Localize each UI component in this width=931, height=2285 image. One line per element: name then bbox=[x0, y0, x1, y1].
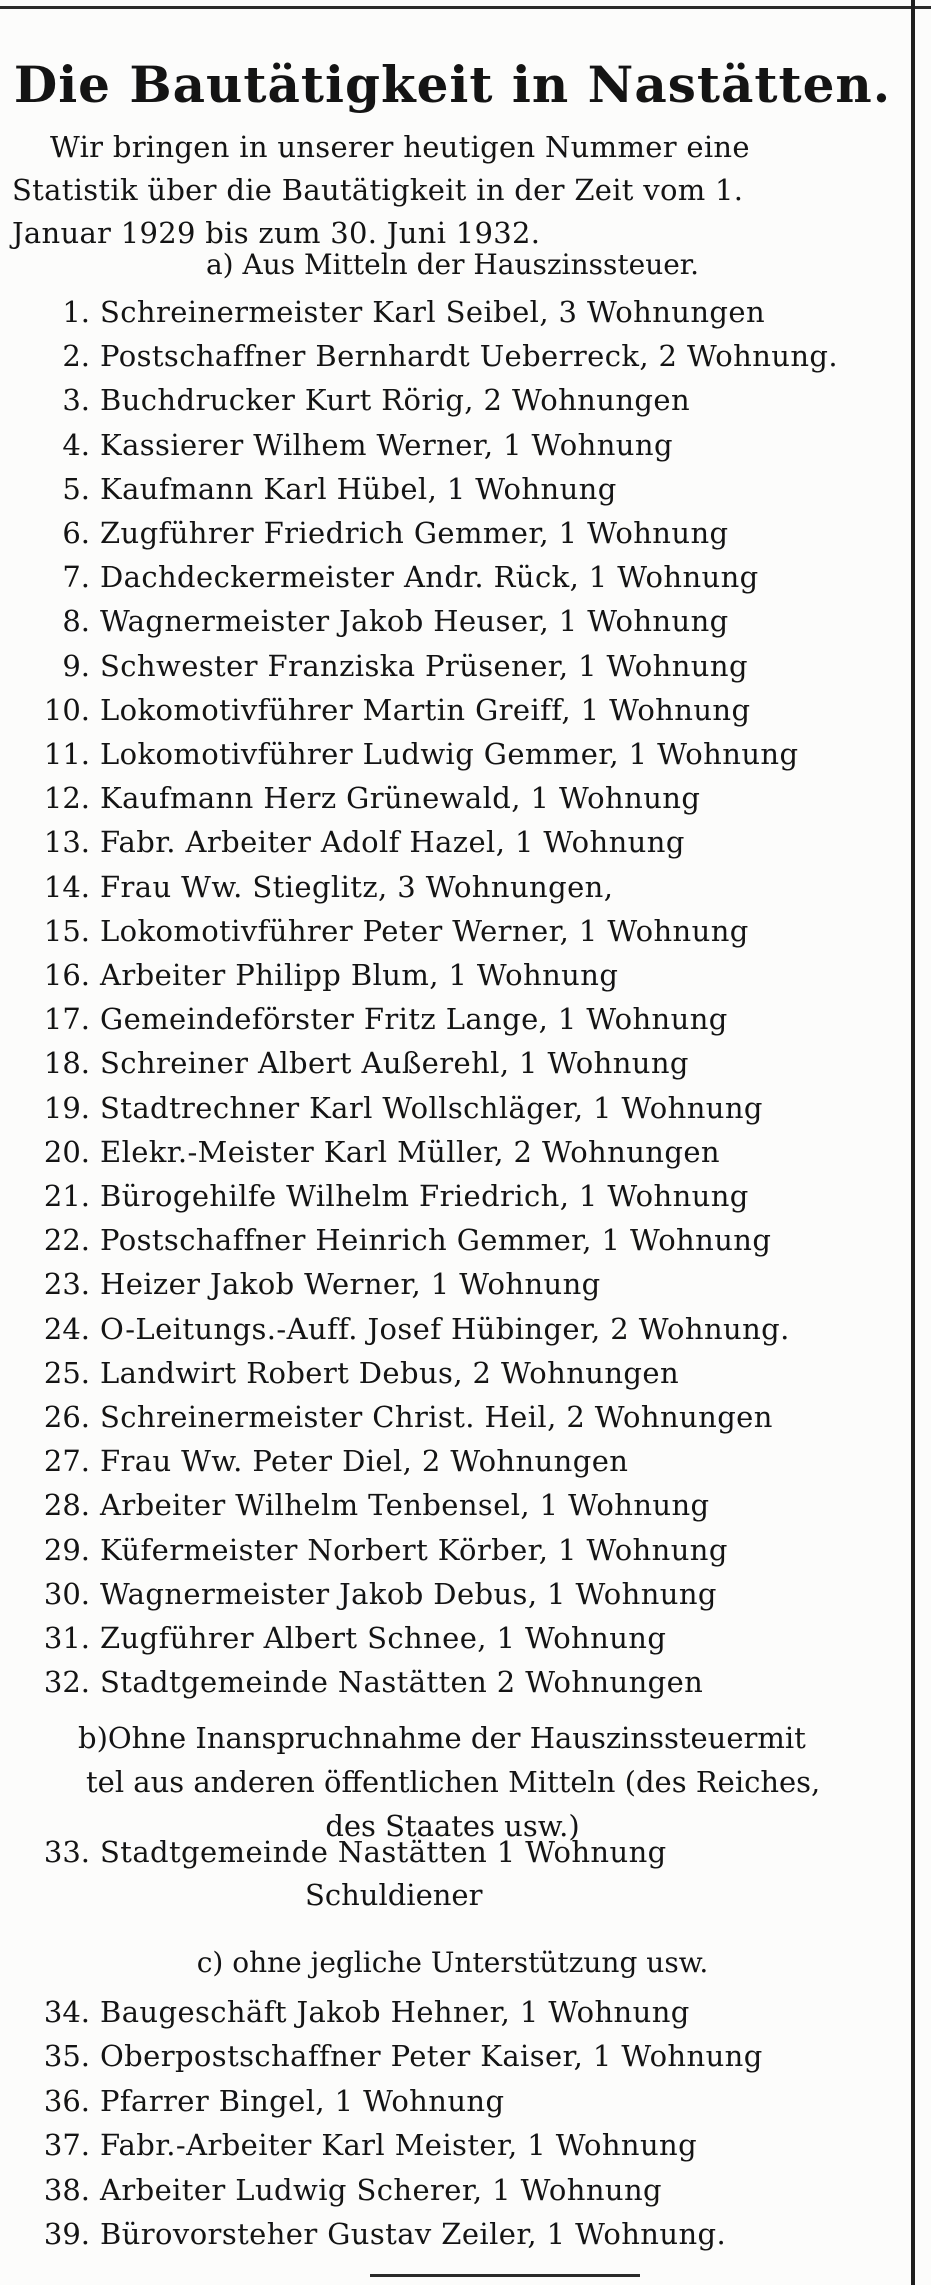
entry-text: O-Leitungs.-Auff. Josef Hübinger, 2 Wohnung. bbox=[100, 1312, 790, 1346]
list-item bbox=[0, 334, 905, 378]
list-item bbox=[0, 1660, 905, 1704]
entry-number: 29. bbox=[43, 1533, 90, 1567]
intro-line: Januar 1929 bis zum 30. Juni 1932. bbox=[12, 216, 541, 250]
list-item bbox=[0, 2079, 905, 2123]
entry-text: Baugeschäft Jakob Hehner, 1 Wohnung bbox=[100, 1995, 690, 2029]
entry-number: 20. bbox=[43, 1135, 90, 1169]
entry-number: 16. bbox=[43, 958, 90, 992]
entry-number: 35. bbox=[43, 2039, 90, 2073]
list-item bbox=[0, 1130, 905, 1174]
list-item bbox=[0, 1483, 905, 1527]
entry-number: 9. bbox=[62, 649, 90, 683]
list-item bbox=[0, 378, 905, 422]
entry-number: 5. bbox=[62, 472, 90, 506]
entry-number: 27. bbox=[43, 1444, 90, 1478]
column-rule bbox=[911, 0, 915, 2285]
entry-number: 28. bbox=[43, 1488, 90, 1522]
entry-text: Arbeiter Wilhelm Tenbensel, 1 Wohnung bbox=[100, 1488, 710, 1522]
entry-number: 13. bbox=[43, 825, 90, 859]
entry-number: 32. bbox=[43, 1665, 90, 1699]
list-item bbox=[0, 732, 905, 776]
section-b-line: des Staates usw.) bbox=[325, 1809, 580, 1843]
entry-text: Arbeiter Philipp Blum, 1 Wohnung bbox=[100, 958, 619, 992]
entry-text: Dachdeckermeister Andr. Rück, 1 Wohnung bbox=[100, 560, 759, 594]
entry-text: Kaufmann Karl Hübel, 1 Wohnung bbox=[100, 472, 617, 506]
end-rule bbox=[370, 2274, 640, 2277]
entry-text: Wagnermeister Jakob Heuser, 1 Wohnung bbox=[100, 604, 729, 638]
entry-number: 24. bbox=[43, 1312, 90, 1346]
entry-text: Elekr.-Meister Karl Müller, 2 Wohnungen bbox=[100, 1135, 720, 1169]
entry-number: 25. bbox=[43, 1356, 90, 1390]
list-item bbox=[0, 467, 905, 511]
list-item bbox=[0, 1616, 905, 1660]
entry-text: Lokomotivführer Ludwig Gemmer, 1 Wohnung bbox=[100, 737, 799, 771]
entry-text: Schwester Franziska Prüsener, 1 Wohnung bbox=[100, 649, 748, 683]
entry-text: Landwirt Robert Debus, 2 Wohnungen bbox=[100, 1356, 680, 1390]
list-item bbox=[0, 1528, 905, 1572]
list-item bbox=[0, 555, 905, 599]
list-item bbox=[0, 2034, 905, 2078]
entry-text: Gemeindeförster Fritz Lange, 1 Wohnung bbox=[100, 1002, 728, 1036]
entry-text: Stadtrechner Karl Wollschläger, 1 Wohnung bbox=[100, 1091, 763, 1125]
entry-text: Lokomotivführer Peter Werner, 1 Wohnung bbox=[100, 914, 749, 948]
list-item bbox=[0, 511, 905, 555]
entry-number: 18. bbox=[43, 1046, 90, 1080]
entry-number: 22. bbox=[43, 1223, 90, 1257]
entry-text: Buchdrucker Kurt Rörig, 2 Wohnungen bbox=[100, 383, 691, 417]
entry-number: 11. bbox=[43, 737, 90, 771]
entry-text: Fabr.-Arbeiter Karl Meister, 1 Wohnung bbox=[100, 2128, 698, 2162]
section-b-heading bbox=[78, 1716, 906, 1848]
list-item bbox=[0, 953, 905, 997]
entry-text: Stadtgemeinde Nastätten 2 Wohnungen bbox=[100, 1665, 704, 1699]
entry-number: 8. bbox=[62, 604, 90, 638]
section-a-heading: a) Aus Mitteln der Hauszinssteuer. bbox=[205, 248, 700, 281]
entry-number: 14. bbox=[43, 870, 90, 904]
entry-number: 39. bbox=[43, 2217, 90, 2251]
section-b-line: tel aus anderen öffentlichen Mitteln (des Reiches, bbox=[86, 1765, 821, 1799]
entry-text: Frau Ww. Stieglitz, 3 Wohnungen, bbox=[100, 870, 614, 904]
entry-text: Oberpostschaffner Peter Kaiser, 1 Wohnung bbox=[100, 2039, 763, 2073]
entry-number: 23. bbox=[43, 1267, 90, 1301]
list-item bbox=[0, 776, 905, 820]
entry-text: Schreinermeister Karl Seibel, 3 Wohnungen bbox=[100, 295, 766, 329]
entry-number: 26. bbox=[43, 1400, 90, 1434]
list-item bbox=[0, 2168, 905, 2212]
top-rule bbox=[0, 6, 931, 9]
entry-number: 1. bbox=[62, 295, 90, 329]
entry-text: Schreinermeister Christ. Heil, 2 Wohnungen bbox=[100, 1400, 773, 1434]
list-item bbox=[0, 423, 905, 467]
list-item bbox=[0, 688, 905, 732]
entry-number: 19. bbox=[43, 1091, 90, 1125]
entry-text: Zugführer Albert Schnee, 1 Wohnung bbox=[100, 1621, 667, 1655]
entry-text: Fabr. Arbeiter Adolf Hazel, 1 Wohnung bbox=[100, 825, 685, 859]
entry-text: Postschaffner Bernhardt Ueberreck, 2 Wohnung. bbox=[100, 339, 839, 373]
list-item bbox=[0, 1218, 905, 1262]
entry-number: 12. bbox=[43, 781, 90, 815]
entry-text: Bürovorsteher Gustav Zeiler, 1 Wohnung. bbox=[100, 2217, 727, 2251]
list-item bbox=[0, 865, 905, 909]
list-item bbox=[0, 599, 905, 643]
entry-text: Kaufmann Herz Grünewald, 1 Wohnung bbox=[100, 781, 701, 815]
entry-number: 15. bbox=[43, 914, 90, 948]
entry-text: Pfarrer Bingel, 1 Wohnung bbox=[100, 2084, 505, 2118]
section-c-heading: c) ohne jegliche Unterstützung usw. bbox=[196, 1946, 709, 1979]
entry-text: Kassierer Wilhem Werner, 1 Wohnung bbox=[100, 428, 673, 462]
list-item bbox=[0, 1990, 905, 2034]
section-b-line: b)Ohne Inanspruchnahme der Hauszinssteuermit bbox=[78, 1721, 806, 1755]
list-item bbox=[0, 820, 905, 864]
entry-number: 17. bbox=[43, 1002, 90, 1036]
entry-number: 38. bbox=[43, 2173, 90, 2207]
list-item bbox=[0, 644, 905, 688]
list-item bbox=[0, 1351, 905, 1395]
entry-number: 7. bbox=[62, 560, 90, 594]
list-item bbox=[0, 290, 905, 334]
entry-text: Küfermeister Norbert Körber, 1 Wohnung bbox=[100, 1533, 728, 1567]
entry-number: 3. bbox=[62, 383, 90, 417]
entry-text: Bürogehilfe Wilhelm Friedrich, 1 Wohnung bbox=[100, 1179, 749, 1213]
entry-number: 6. bbox=[62, 516, 90, 550]
entry-number: 10. bbox=[43, 693, 90, 727]
list-item bbox=[0, 2212, 905, 2256]
list-item bbox=[0, 1262, 905, 1306]
list-item bbox=[0, 997, 905, 1041]
entry-text: Lokomotivführer Martin Greiff, 1 Wohnung bbox=[100, 693, 751, 727]
entry-text: Zugführer Friedrich Gemmer, 1 Wohnung bbox=[100, 516, 729, 550]
article-title: Die Bautätigkeit in Nastätten. bbox=[13, 55, 892, 114]
list-item bbox=[0, 1086, 905, 1130]
entry-number: 2. bbox=[62, 339, 90, 373]
list-item bbox=[0, 1174, 905, 1218]
entry-text: Arbeiter Ludwig Scherer, 1 Wohnung bbox=[100, 2173, 663, 2207]
entry-number: 31. bbox=[43, 1621, 90, 1655]
list-item bbox=[0, 1572, 905, 1616]
entry-number: 37. bbox=[43, 2128, 90, 2162]
entry-number: 30. bbox=[43, 1577, 90, 1611]
entry-number: 33. bbox=[43, 1835, 90, 1869]
entry-number: 36. bbox=[43, 2084, 90, 2118]
entry-text: Schreiner Albert Außerehl, 1 Wohnung bbox=[100, 1046, 689, 1080]
entry-text: Frau Ww. Peter Diel, 2 Wohnungen bbox=[100, 1444, 629, 1478]
entry-text: Heizer Jakob Werner, 1 Wohnung bbox=[100, 1267, 601, 1301]
entry-text: Postschaffner Heinrich Gemmer, 1 Wohnung bbox=[100, 1223, 772, 1257]
entry-text: Wagnermeister Jakob Debus, 1 Wohnung bbox=[100, 1577, 717, 1611]
list-item bbox=[0, 1041, 905, 1085]
list-item bbox=[0, 1395, 905, 1439]
intro-line: Wir bringen in unserer heutigen Nummer eine bbox=[50, 130, 750, 164]
entry-33-subline: Schuldiener bbox=[305, 1878, 483, 1912]
list-item bbox=[0, 1307, 905, 1351]
list-item bbox=[0, 909, 905, 953]
list-item bbox=[0, 2123, 905, 2167]
article-intro bbox=[12, 126, 902, 255]
entry-number: 21. bbox=[43, 1179, 90, 1213]
entry-number: 34. bbox=[43, 1995, 90, 2029]
entry-number: 4. bbox=[62, 428, 90, 462]
list-item bbox=[0, 1439, 905, 1483]
entry-text: Stadtgemeinde Nastätten 1 Wohnung bbox=[100, 1835, 667, 1869]
intro-line: Statistik über die Bautätigkeit in der Zeit vom 1. bbox=[12, 173, 744, 207]
